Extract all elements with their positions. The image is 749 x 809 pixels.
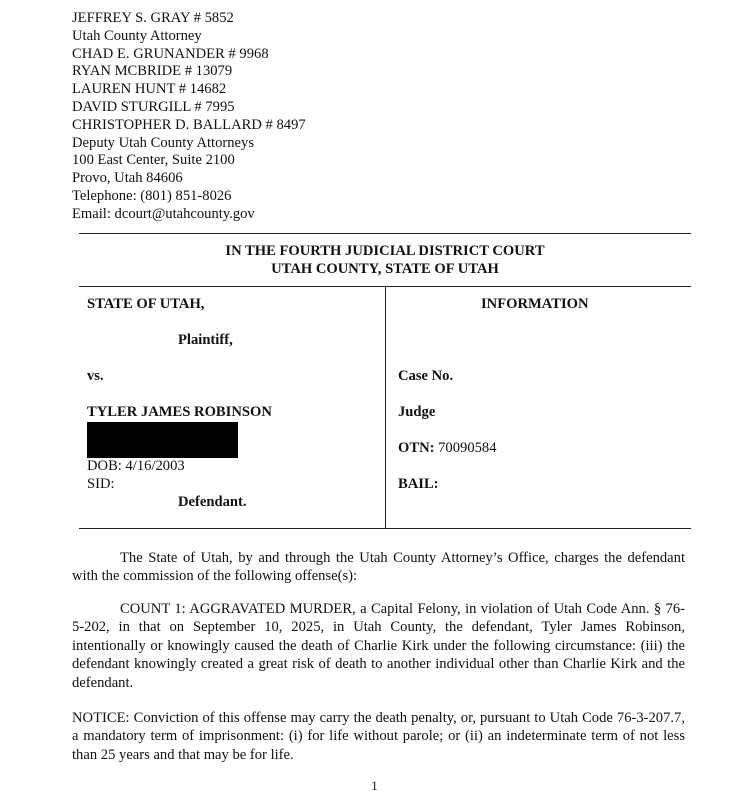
notice-paragraph: NOTICE: Conviction of this offense may carry the death penalty, or, pursuant to Utah Code 76-3-207.7, a mandatory term of imprisonment: (i) for life without parole; or (ii) an indeterminate term of not less than 25 years and that may be for life.: [72, 710, 685, 763]
versus-label: vs.: [87, 368, 104, 384]
otn-label: OTN:: [398, 440, 435, 456]
attorney-email: Email: dcourt@utahcounty.gov: [72, 205, 255, 222]
intro-text: The State of Utah, by and through the Utah County Attorney’s Office, charges the defendant with the commission of the following offense(s):: [72, 550, 685, 585]
attorney-line: Deputy Utah County Attorneys: [72, 134, 255, 151]
case-number-label: Case No.: [398, 368, 454, 384]
attorney-line: LAUREN HUNT # 14682: [72, 81, 227, 98]
attorney-block: [72, 10, 306, 224]
attorney-line: CHRISTOPHER D. BALLARD # 8497: [72, 116, 306, 133]
attorney-line: CHAD E. GRUNANDER # 9968: [72, 45, 269, 62]
page-number: 1: [371, 779, 378, 793]
count-paragraph: [72, 600, 685, 692]
intro-paragraph: [72, 549, 685, 586]
plaintiff-name: STATE OF UTAH,: [87, 296, 205, 312]
defendant-dob: DOB: 4/16/2003: [87, 458, 185, 474]
attorney-line: 100 East Center, Suite 2100: [72, 152, 235, 169]
document-title: INFORMATION: [481, 296, 589, 312]
otn-line: [398, 440, 497, 457]
redaction-block: [87, 422, 238, 458]
count-text: COUNT 1: AGGRAVATED MURDER, a Capital Felony, in violation of Utah Code Ann. § 76-5-202, in that on September 10, 2025, in Utah County, the defendant, Tyler James Robinson, intentionally or knowingly caused the death of Charlie Kirk under the following circumstance: (iii) the defendant knowingly created a great risk of death to another individual other than Charlie Kirk and the defendant.: [72, 601, 685, 691]
divider-top: [79, 233, 691, 234]
plaintiff-label: Plaintiff,: [178, 332, 233, 348]
attorney-line: Utah County Attorney: [72, 27, 202, 44]
defendant-label: Defendant.: [178, 494, 247, 510]
attorney-line: Provo, Utah 84606: [72, 170, 183, 187]
defendant-name: TYLER JAMES ROBINSON: [87, 404, 272, 420]
attorney-line: JEFFREY S. GRAY # 5852: [72, 10, 234, 26]
attorney-line: Telephone: (801) 851-8026: [72, 187, 232, 204]
defendant-sid: SID:: [87, 476, 115, 492]
attorney-line: DAVID STURGILL # 7995: [72, 98, 235, 115]
judge-label: Judge: [398, 404, 436, 420]
attorney-line: RYAN MCBRIDE # 13079: [72, 63, 233, 80]
divider-caption-bottom: [79, 528, 691, 529]
caption-divider-vertical: [385, 286, 386, 528]
bail-label: BAIL:: [398, 476, 439, 492]
court-title: [79, 243, 691, 278]
otn-value: 70090584: [434, 440, 497, 456]
court-title-line1: IN THE FOURTH JUDICIAL DISTRICT COURT: [225, 243, 545, 259]
court-title-line2: UTAH COUNTY, STATE OF UTAH: [271, 260, 499, 277]
